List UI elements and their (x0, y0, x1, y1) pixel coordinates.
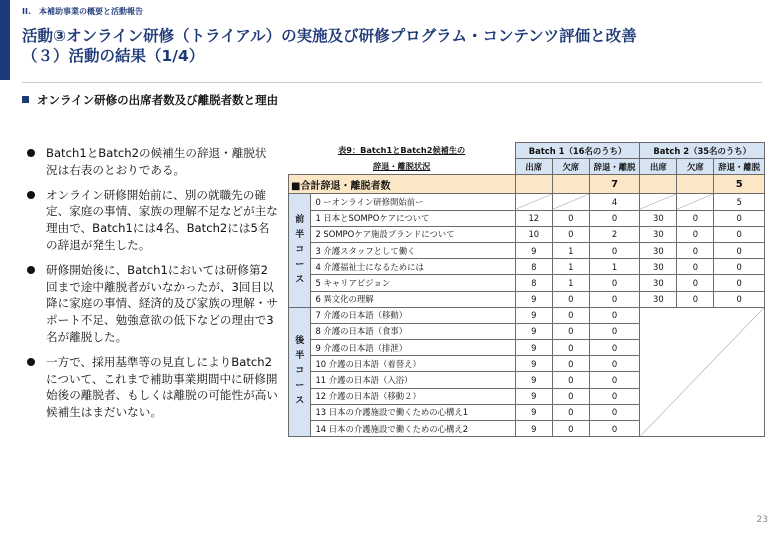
total-label: ■合計辞退・離脱者数 (289, 175, 516, 194)
table-cell: 0 (714, 226, 765, 242)
bullet-dot-icon (27, 191, 35, 199)
bullet-item (26, 145, 278, 179)
row-label: 7 介護の日本語（移動） (311, 307, 515, 323)
table-cell: 0 (714, 259, 765, 275)
section-heading-text: オンライン研修の出席者数及び離脱者数と理由 (37, 93, 279, 107)
table-cell: 30 (640, 259, 677, 275)
table-cell: 9 (515, 421, 552, 437)
subheader-attend: 出席 (640, 159, 677, 175)
dropout-table (288, 142, 765, 437)
table-caption-1: 表9：Batch1とBatch2候補生の (338, 145, 466, 156)
table-cell: 0 (589, 356, 640, 372)
page-number: 23 (756, 515, 768, 525)
table-cell: 0 (552, 356, 589, 372)
table-cell: 0 (677, 210, 714, 226)
table-cell (552, 194, 589, 210)
table-cell (515, 194, 552, 210)
row-label: 8 介護の日本語（食事） (311, 323, 515, 339)
table-row (289, 242, 765, 258)
table-cell: 0 (677, 275, 714, 291)
table-cell: 4 (589, 194, 640, 210)
row-label: 5 キャリアビジョン (311, 275, 515, 291)
table-cell: 9 (515, 242, 552, 258)
total-row (289, 175, 765, 194)
table-cell: 2 (589, 226, 640, 242)
row-label: 9 介護の日本語（排泄） (311, 340, 515, 356)
table-cell (515, 175, 552, 194)
table-cell: 9 (515, 388, 552, 404)
table-cell: 0 (714, 210, 765, 226)
bullet-dot-icon (27, 149, 35, 157)
batch2-not-applicable-cell (640, 307, 765, 437)
title-divider (22, 82, 762, 83)
table-row (289, 210, 765, 226)
table-cell: 1 (589, 259, 640, 275)
subheader-absent: 欠席 (552, 159, 589, 175)
table-cell: 0 (677, 291, 714, 307)
table-caption-2: 辞退・離脱状況 (372, 161, 431, 172)
row-label: 4 介護福祉士になるためには (311, 259, 515, 275)
bullet-dot-icon (27, 358, 35, 366)
table-cell: 0 (589, 210, 640, 226)
table-cell: 0 (552, 226, 589, 242)
row-label: 14 日本の介護施設で働くための心構え2 (311, 421, 515, 437)
table-cell: 8 (515, 259, 552, 275)
section-label-text: 後 半 コ ー ス (295, 336, 305, 407)
table-header-row (289, 143, 765, 159)
table-subheader-row (289, 159, 765, 175)
table-cell: 0 (677, 242, 714, 258)
table-cell: 0 (589, 340, 640, 356)
table-cell: 0 (552, 421, 589, 437)
table-cell: 9 (515, 356, 552, 372)
title-line-2: （３）活動の結果（1/4） (22, 47, 205, 65)
row-label: 0 ーオンライン研修開始前ー (311, 194, 515, 210)
table-cell: 8 (515, 275, 552, 291)
table-cell (640, 194, 677, 210)
table-cell: 5 (714, 194, 765, 210)
table-cell: 0 (552, 307, 589, 323)
table-cell: 9 (515, 291, 552, 307)
row-label: 11 介護の日本語（入浴） (311, 372, 515, 388)
row-label: 10 介護の日本語（着替え） (311, 356, 515, 372)
table-cell (677, 194, 714, 210)
table-cell: 30 (640, 275, 677, 291)
table-cell: 9 (515, 307, 552, 323)
table-cell: 9 (515, 372, 552, 388)
table-cell: 30 (640, 210, 677, 226)
batch2-header: Batch 2（35名のうち） (640, 143, 765, 159)
table-cell: 10 (515, 226, 552, 242)
title-line-1: 活動③オンライン研修（トライアル）の実施及び研修プログラム・コンテンツ評価と改善 (22, 27, 637, 45)
second-half-label (289, 307, 311, 437)
table-cell: 30 (640, 226, 677, 242)
page-title (22, 26, 772, 66)
table-row (289, 194, 765, 210)
table-cell: 0 (552, 388, 589, 404)
bullet-text: Batch1とBatch2の候補生の辞退・離脱状況は右表のとおりである。 (46, 146, 267, 177)
table-cell: 0 (589, 421, 640, 437)
table-cell: 0 (552, 340, 589, 356)
section-label-text: 前 半 コ ー ス (295, 215, 305, 286)
table-cell: 12 (515, 210, 552, 226)
table-cell: 0 (589, 404, 640, 420)
table-cell: 1 (552, 259, 589, 275)
table-cell (677, 175, 714, 194)
accent-bar (0, 0, 10, 80)
table-cell (640, 175, 677, 194)
row-label: 2 SOMPOケア施設ブランドについて (311, 226, 515, 242)
table-row (289, 291, 765, 307)
total-batch2: 5 (714, 175, 765, 194)
bullet-list (26, 145, 278, 429)
square-bullet-icon (22, 96, 29, 103)
table-cell: 0 (589, 388, 640, 404)
table-cell: 9 (515, 340, 552, 356)
table-cell: 0 (589, 372, 640, 388)
table-cell: 0 (589, 323, 640, 339)
table-cell: 0 (714, 242, 765, 258)
table-row (289, 259, 765, 275)
subheader-dropout: 辞退・離脱 (714, 159, 765, 175)
bullet-item (26, 262, 278, 346)
table-row (289, 275, 765, 291)
bullet-text: オンライン研修開始前に、別の就職先の確定、家庭の事情、家族の理解不足などが主な理由で、Batch1には4名、Batch2には5名の辞退が発生した。 (46, 187, 278, 252)
breadcrumb: II. 本補助事業の概要と活動報告 (22, 7, 143, 16)
row-label: 12 介護の日本語（移動２） (311, 388, 515, 404)
table-cell: 0 (552, 291, 589, 307)
table-cell: 0 (714, 275, 765, 291)
table-cell: 0 (552, 404, 589, 420)
bullet-text: 研修開始後に、Batch1においては研修第2回まで途中離脱者がいなかったが、3回目以降に家庭の事情、経済的及び家族の理解・サポート不足、勉強意欲の低下などの理由で3名が離脱した。 (46, 262, 278, 344)
table-cell (552, 175, 589, 194)
subheader-attend: 出席 (515, 159, 552, 175)
table-cell: 9 (515, 323, 552, 339)
batch1-header: Batch 1（16名のうち） (515, 143, 640, 159)
row-label: 6 異文化の理解 (311, 291, 515, 307)
bullet-item (26, 354, 278, 421)
table-cell: 30 (640, 242, 677, 258)
table-cell: 0 (714, 291, 765, 307)
first-half-label (289, 194, 311, 307)
subheader-absent: 欠席 (677, 159, 714, 175)
table-cell: 0 (589, 307, 640, 323)
table-row (289, 226, 765, 242)
bullet-item (26, 187, 278, 254)
table-row (289, 307, 765, 323)
table-cell: 0 (589, 242, 640, 258)
total-batch1: 7 (589, 175, 640, 194)
table-cell: 1 (552, 275, 589, 291)
table-cell: 0 (589, 291, 640, 307)
table-cell: 0 (589, 275, 640, 291)
table-cell: 9 (515, 404, 552, 420)
table-cell: 0 (552, 323, 589, 339)
table-cell: 30 (640, 291, 677, 307)
table-cell: 1 (552, 242, 589, 258)
bullet-dot-icon (27, 266, 35, 274)
section-heading (22, 92, 278, 108)
row-label: 1 日本とSOMPOケアについて (311, 210, 515, 226)
bullet-text: 一方で、採用基準等の見直しによりBatch2について、これまで補助事業期間中に研修開始後の離脱者、もしくは離脱の可能性が高い候補生はまだいない。 (46, 354, 278, 420)
row-label: 3 介護スタッフとして働く (311, 242, 515, 258)
subheader-dropout: 辞退・離脱 (589, 159, 640, 175)
table-cell: 0 (677, 259, 714, 275)
table-cell: 0 (552, 372, 589, 388)
table-cell: 0 (552, 210, 589, 226)
table-cell: 0 (677, 226, 714, 242)
row-label: 13 日本の介護施設で働くための心構え1 (311, 404, 515, 420)
